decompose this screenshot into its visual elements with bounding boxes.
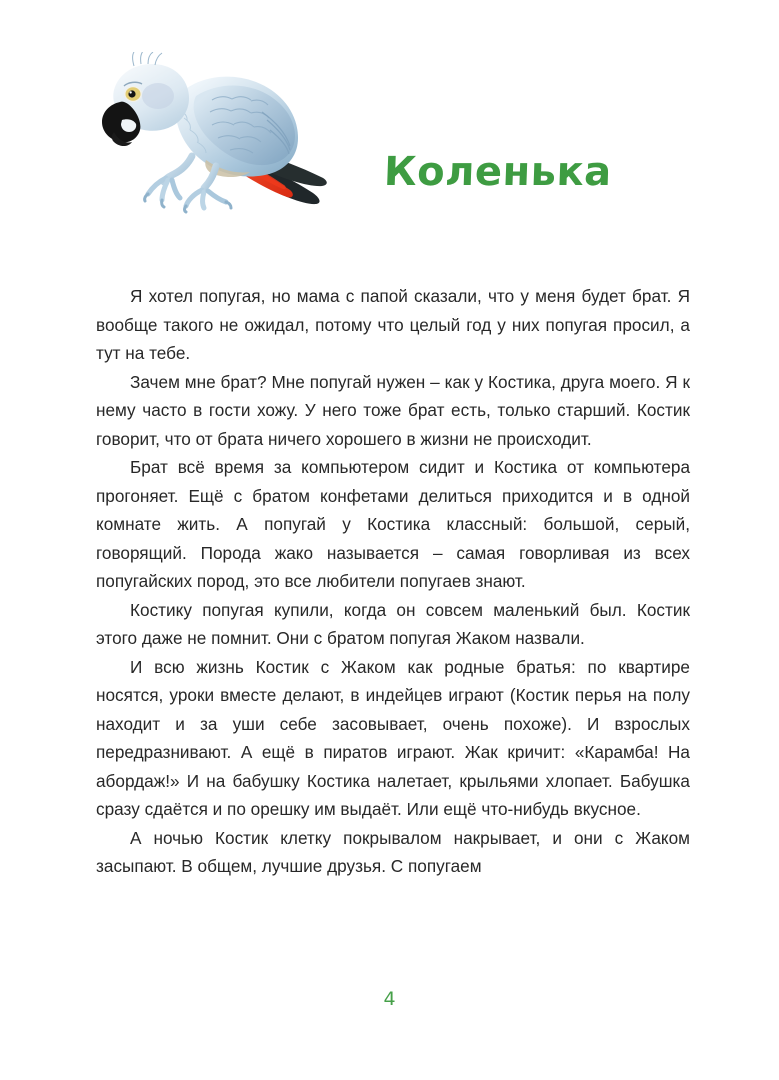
paragraph: Костику попугая купили, когда он совсем маленький был. Костик этого даже не помнит. Они с братом попугая Жаком назвали. <box>96 599 690 648</box>
paragraph: Брат всё время за компьютером сидит и Костика от компьютера прогоняет. Ещё с братом конфетами делиться приходится и в одной комнате жить. А попугай у Костика классный: большой, серый, говорящий. Порода жако называется – самая говорливая из всех попугайских пород, это все любители попугаев знают. <box>96 457 690 591</box>
paragraph: А ночью Костик клетку покрывалом накрывает, и они с Жаком засыпают. В общем, лучшие друзья. С попугаем <box>96 827 690 876</box>
chapter-title: Коленька <box>383 149 613 195</box>
parrot-legs <box>145 156 231 212</box>
back-toe-3 <box>208 191 226 202</box>
cheek-patch <box>142 83 174 109</box>
eye-glint <box>129 91 131 93</box>
story-body <box>96 282 690 881</box>
head-crest-strands <box>133 52 163 66</box>
page-number: 4 <box>383 988 396 1010</box>
paragraph: Зачем мне брат? Мне попугай нужен – как у Костика, друга моего. Я к нему часто в гости хожу. У него тоже брат есть, только старший. Костик говорит, что от брата ничего хорошего в жизни не происходит. <box>96 371 690 449</box>
back-toe-1 <box>186 190 202 206</box>
back-claw-1 <box>185 206 187 212</box>
paragraph: И всю жизнь Костик с Жаком как родные братья: по квартире носятся, уроки вместе делают, в индейцев играют (Костик перья на полу находит и за уши себе засовывает, очень похоже). И взрослых передразнивают. А ещё в пиратов играют. Жак кричит: «Карамба! На абордаж!» И на бабушку Костика налетает, крыльями хлопает. Бабушка сразу сдаётся и по орешку им выдаёт. Или ещё что-нибудь вкусное. <box>96 656 690 819</box>
paragraph: Я хотел попугая, но мама с папой сказали, что у меня будет брат. Я вообще такого не ожидал, потому что целый год у них попугая просил, а тут на тебе. <box>96 286 690 363</box>
eye-pupil <box>128 90 135 97</box>
front-toe-3 <box>172 180 180 198</box>
back-claw-2 <box>226 202 231 208</box>
grey-parrot-illustration <box>84 52 354 217</box>
front-claw-1 <box>145 194 148 201</box>
back-toe-2 <box>203 192 205 208</box>
